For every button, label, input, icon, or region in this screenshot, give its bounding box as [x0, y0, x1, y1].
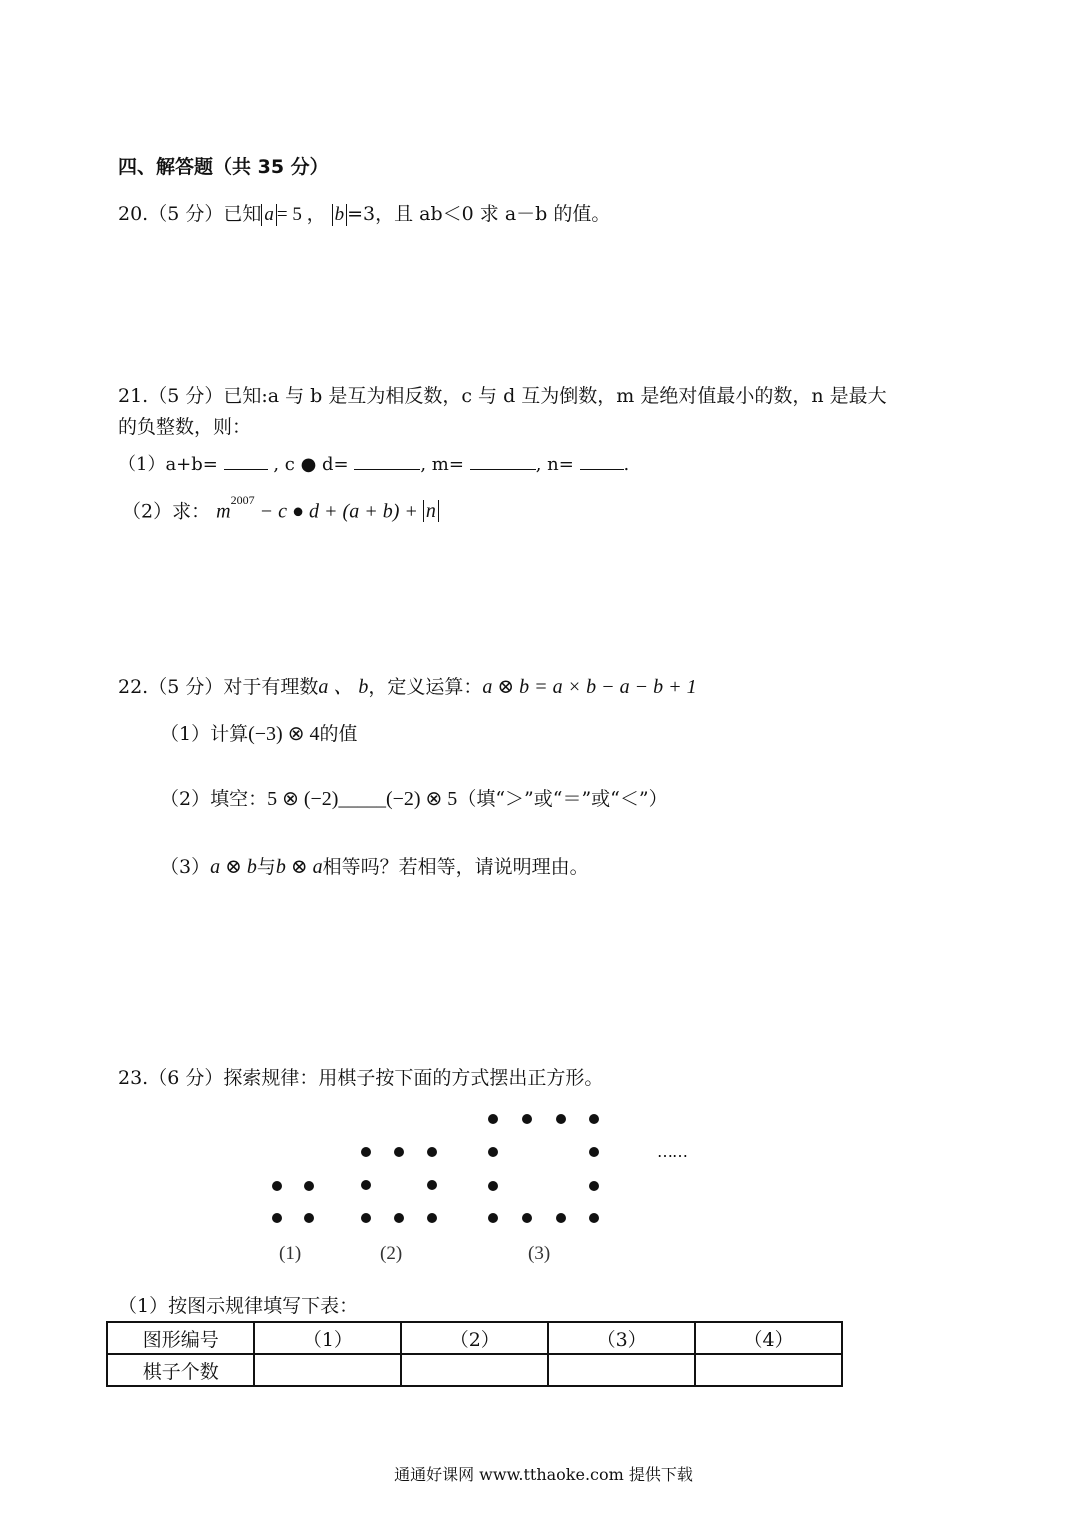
q21-p1-label: （1）a+b=: [118, 454, 218, 475]
q21-line2: 的负整数，则：: [118, 416, 252, 438]
dot: [427, 1213, 437, 1223]
q22-p1-expr: (−3) ⊗ 4: [248, 723, 320, 745]
dot: [304, 1181, 314, 1191]
dot: [589, 1213, 599, 1223]
dot: [272, 1181, 282, 1191]
q20-eq-a: = 5 ，: [276, 204, 326, 225]
dot: [522, 1114, 532, 1124]
q21-p1-cd: , c ● d=: [273, 454, 349, 475]
q20-stem: 20.（5 分）已知: [118, 203, 262, 225]
q21-p1-m: , m=: [420, 454, 464, 475]
q21-line1: 21.（5 分）已知:a 与 b 是互为相反数，c 与 d 互为倒数，m 是绝对值最小的数，n 是最大: [118, 385, 887, 407]
dot: [427, 1180, 437, 1190]
dot: [589, 1147, 599, 1157]
q20-eq-b: =3，且 ab＜0 求 a－b 的值。: [347, 203, 611, 225]
q22-p2-pre: （2）填空：: [160, 788, 268, 810]
dot: [556, 1114, 566, 1124]
q22-p2-blank[interactable]: _____: [338, 789, 386, 810]
q22-definition: a ⊗ b = a × b − a − b + 1: [482, 676, 697, 698]
footer-text: 通通好课网 www.tthaoke.com 提供下载: [394, 1465, 693, 1484]
q22-p3-pre: （3）: [160, 856, 211, 878]
dot: [304, 1213, 314, 1223]
table-cell[interactable]: [254, 1354, 401, 1386]
q22-p2-left: 5 ⊗ (−2): [267, 788, 339, 810]
dot: [488, 1114, 498, 1124]
figure-2-dots: [361, 1147, 437, 1223]
dot: [488, 1181, 498, 1191]
dot: [361, 1213, 371, 1223]
q22-p3-post: 相等吗？若相等，请说明理由。: [322, 856, 589, 878]
q22-p2-post: （填“＞”或“＝”或“＜”）: [457, 788, 668, 810]
figure-1-dots: [272, 1181, 314, 1223]
q23-table-intro: （1）按图示规律填写下表：: [118, 1295, 359, 1317]
table-cell: 图形编号: [107, 1322, 254, 1354]
q23-stem: 23.（6 分）探索规律：用棋子按下面的方式摆出正方形。: [118, 1067, 604, 1089]
dot: [394, 1213, 404, 1223]
q21-p2-abs-n: n: [423, 500, 439, 522]
q22-p3-e2: b ⊗ a: [275, 856, 323, 878]
q22-stem-ab: a 、 b: [318, 676, 369, 698]
ellipsis: ……: [657, 1142, 687, 1161]
table-cell: （2）: [401, 1322, 548, 1354]
q22-p1-pre: （1）计算: [160, 723, 249, 745]
table-cell[interactable]: [695, 1354, 842, 1386]
q22-p1-post: 的值: [319, 723, 358, 745]
dot: [394, 1147, 404, 1157]
q21-p2-expr: − c ● d + (a + b) +: [254, 500, 423, 523]
answer-table: [106, 1321, 843, 1387]
q22-stem-mid: ，定义运算：: [368, 676, 483, 698]
dot: [522, 1213, 532, 1223]
q20-abs-b: b: [332, 204, 348, 226]
q21-p2-exponent: 2007: [230, 493, 255, 507]
table-row: [107, 1354, 842, 1386]
q21-p1-n: , n=: [535, 454, 574, 475]
q22-stem-pre: 22.（5 分）对于有理数: [118, 676, 319, 698]
dot: [427, 1147, 437, 1157]
dot: [272, 1213, 282, 1223]
q22-p2-right: (−2) ⊗ 5: [385, 788, 458, 810]
table-row: [107, 1322, 842, 1354]
dot: [589, 1181, 599, 1191]
table-cell: （1）: [254, 1322, 401, 1354]
dot: [361, 1147, 371, 1157]
figure-label-1: (1): [279, 1243, 302, 1264]
figure-3-dots: [488, 1114, 599, 1223]
figure-label-3: (3): [528, 1243, 551, 1264]
q22-p3-mid: 与: [256, 856, 276, 878]
figure-label-2: (2): [380, 1243, 403, 1264]
table-cell: 棋子个数: [107, 1354, 254, 1386]
dot: [488, 1213, 498, 1223]
dot: [488, 1147, 498, 1157]
q20-abs-a: a: [261, 204, 277, 226]
q21-p1-end: .: [623, 454, 630, 475]
dot: [556, 1213, 566, 1223]
q22-p3-e1: a ⊗ b: [210, 856, 257, 878]
q21-p2-label: （2）求：: [122, 500, 211, 523]
dot: [361, 1180, 371, 1190]
table-cell: （3）: [548, 1322, 695, 1354]
table-cell[interactable]: [548, 1354, 695, 1386]
table-cell[interactable]: [401, 1354, 548, 1386]
section-title: 四、解答题（共 35 分）: [118, 156, 329, 178]
table-cell: （4）: [695, 1322, 842, 1354]
q21-p2-m: m: [216, 500, 231, 523]
dot: [589, 1114, 599, 1124]
